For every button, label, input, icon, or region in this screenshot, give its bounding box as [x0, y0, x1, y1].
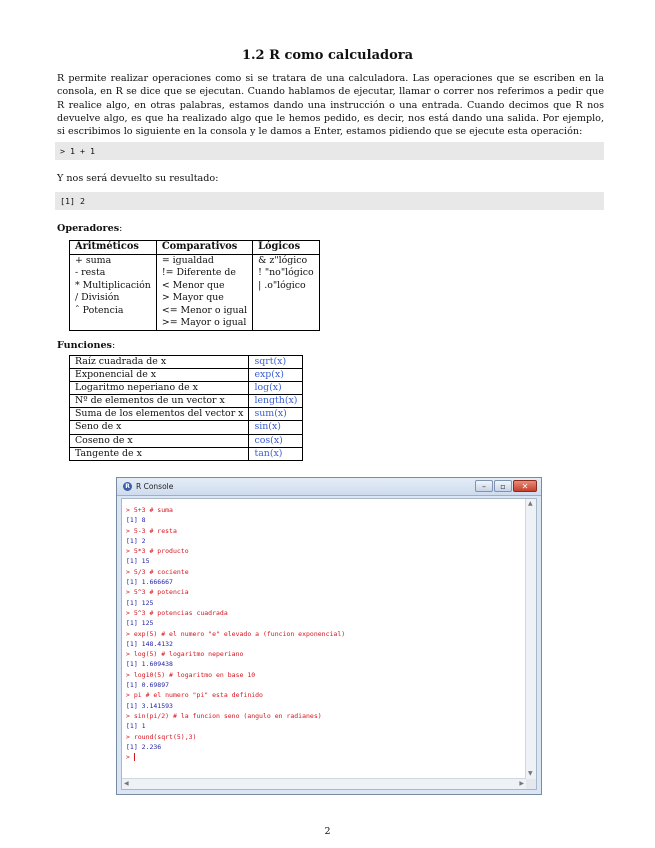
table-cell: * Multiplicación — [70, 280, 157, 293]
table-row — [70, 382, 303, 395]
table-row — [70, 447, 303, 460]
function-code: tan(x) — [249, 447, 303, 460]
console-output-line: [1] 0.69897 — [126, 681, 170, 690]
console-output-line: [1] 1 — [126, 722, 146, 731]
console-output-line: [1] 3.141593 — [126, 701, 173, 710]
console-input-line: > log(5) # logaritmo neperiano — [126, 650, 244, 659]
console-lines — [126, 505, 345, 762]
function-code: length(x) — [249, 395, 303, 408]
section-title: 1.2 R como calculadora — [241, 48, 414, 63]
function-description: Raíz cuadrada de x — [70, 356, 249, 369]
table-cell — [253, 292, 320, 305]
operators-header-cell: Lógicos — [253, 241, 320, 255]
console-input-line: > round(sqrt(5),3) — [126, 732, 197, 741]
text-cursor — [134, 753, 135, 761]
table-cell: <= Menor o igual — [156, 305, 252, 318]
function-code: exp(x) — [249, 369, 303, 382]
table-cell — [253, 317, 320, 330]
function-description: Seno de x — [70, 421, 249, 434]
operators-header-row — [70, 241, 320, 255]
table-row — [70, 305, 320, 318]
console-input-line: > 5*3 # producto — [126, 547, 189, 556]
console-output-line: [1] 15 — [126, 557, 150, 566]
table-row — [70, 369, 303, 382]
table-cell: > Mayor que — [156, 292, 252, 305]
page-number: 2 — [324, 826, 331, 837]
minimize-icon: – — [482, 482, 486, 491]
table-cell: - resta — [70, 267, 157, 280]
function-code: sum(x) — [249, 408, 303, 421]
functions-heading — [57, 340, 115, 351]
table-cell: ! "no"lógico — [253, 267, 320, 280]
table-row — [70, 292, 320, 305]
console-output-area[interactable] — [121, 498, 537, 790]
horizontal-scrollbar[interactable] — [122, 778, 526, 789]
table-row — [70, 408, 303, 421]
function-code: log(x) — [249, 382, 303, 395]
function-code: sin(x) — [249, 421, 303, 434]
console-input-line: > 5/3 # cociente — [126, 567, 189, 576]
console-input-line: > 5-3 # resta — [126, 526, 177, 535]
scroll-up-icon[interactable]: ▲ — [528, 500, 533, 507]
console-output-line: [1] 148.4132 — [126, 639, 173, 648]
table-cell: + suma — [70, 254, 157, 267]
code-input-block: > 1 + 1 — [55, 142, 604, 160]
console-input-line: > 5+3 # suma — [126, 506, 173, 514]
maximize-button[interactable] — [494, 480, 512, 492]
table-row — [70, 356, 303, 369]
intro-paragraph: R permite realizar operaciones como si se tratara de una calculadora. Las operaciones que se escriben en la consola, en R se dice que se ejecutan. Cuando hablamos de ejecutar, llamar o correr nos referimos a pedir que R realice algo, en otras palabras, estamos dando una instrucción o una entrada. Cuando decimos que R nos devuelve algo, es que ha realizado algo que le hemos pedido, es decir, nos está dando una salida. Por ejemplo, si escribimos lo siguiente en la consola y le damos a Enter, estamos pidiendo que se ejecute esta operación: — [57, 73, 604, 138]
maximize-icon: ▫ — [500, 482, 506, 491]
table-cell: ˆ Potencia — [70, 305, 157, 318]
close-icon: ✕ — [521, 482, 529, 491]
console-output-line: [1] 125 — [126, 619, 154, 628]
console-input-line: > exp(5) # el numero "e" elevado a (funcion exponencial) — [126, 629, 346, 638]
scrollbar-corner — [526, 779, 536, 789]
console-output-line: [1] 1.666667 — [126, 578, 173, 587]
console-title: R Console — [136, 482, 174, 491]
close-button[interactable] — [513, 480, 537, 492]
scroll-left-icon[interactable]: ◀ — [124, 780, 129, 787]
function-code: sqrt(x) — [249, 356, 303, 369]
table-cell: | .o"lógico — [253, 280, 320, 293]
table-row — [70, 267, 320, 280]
code-output-block: [1] 2 — [55, 192, 604, 210]
operators-heading-label: Operadores — [57, 223, 120, 234]
r-logo-icon: R — [123, 482, 132, 491]
table-cell: >= Mayor o igual — [156, 317, 252, 330]
operators-heading-suffix: : — [119, 223, 123, 234]
function-description: Logaritmo neperiano de x — [70, 382, 249, 395]
minimize-button[interactable] — [475, 480, 493, 492]
vertical-scrollbar[interactable] — [525, 499, 536, 779]
console-input-line: > 5^3 # potencias cuadrada — [126, 608, 228, 617]
function-code: cos(x) — [249, 434, 303, 447]
operators-header-cell: Aritméticos — [70, 241, 157, 255]
scroll-right-icon[interactable]: ▶ — [519, 780, 524, 787]
table-row — [70, 421, 303, 434]
table-cell: != Diferente de — [156, 267, 252, 280]
function-description: Nº de elementos de un vector x — [70, 395, 249, 408]
console-input-line: > sin(pi/2) # la funcion seno (angulo en radianes) — [126, 711, 322, 720]
console-output-line: [1] 125 — [126, 598, 154, 607]
table-row — [70, 280, 320, 293]
table-cell: < Menor que — [156, 280, 252, 293]
operators-header-cell: Comparativos — [156, 241, 252, 255]
table-cell — [70, 317, 157, 330]
table-cell: / División — [70, 292, 157, 305]
console-output-line: [1] 1.609438 — [126, 660, 173, 669]
scroll-down-icon[interactable]: ▼ — [528, 770, 533, 777]
operators-heading — [57, 223, 122, 234]
table-row — [70, 434, 303, 447]
function-description: Tangente de x — [70, 447, 249, 460]
console-prompt-line[interactable] — [126, 752, 345, 762]
functions-heading-label: Funciones — [57, 340, 112, 351]
console-output-line: [1] 2 — [126, 536, 146, 545]
table-row — [70, 254, 320, 267]
function-description: Coseno de x — [70, 434, 249, 447]
console-input-line: > log10(5) # logaritmo en base 10 — [126, 670, 256, 679]
table-cell: = igualdad — [156, 254, 252, 267]
table-cell — [253, 305, 320, 318]
console-input-line: > pi # el numero "pi" esta definido — [126, 691, 263, 700]
table-row — [70, 395, 303, 408]
table-row — [70, 317, 320, 330]
console-prompt: > — [126, 753, 134, 762]
table-cell: & z"lógico — [253, 254, 320, 267]
function-description: Exponencial de x — [70, 369, 249, 382]
result-sentence: Y nos será devuelto su resultado: — [57, 173, 219, 184]
console-output-line: [1] 8 — [126, 516, 146, 525]
operators-table — [69, 240, 320, 331]
functions-table — [69, 355, 303, 461]
console-input-line: > 5^3 # potencia — [126, 588, 189, 597]
functions-heading-suffix: : — [111, 340, 116, 351]
console-output-line: [1] 2.236 — [126, 742, 162, 751]
r-console-window — [116, 477, 542, 795]
console-titlebar[interactable] — [117, 478, 541, 496]
function-description: Suma de los elementos del vector x — [70, 408, 249, 421]
